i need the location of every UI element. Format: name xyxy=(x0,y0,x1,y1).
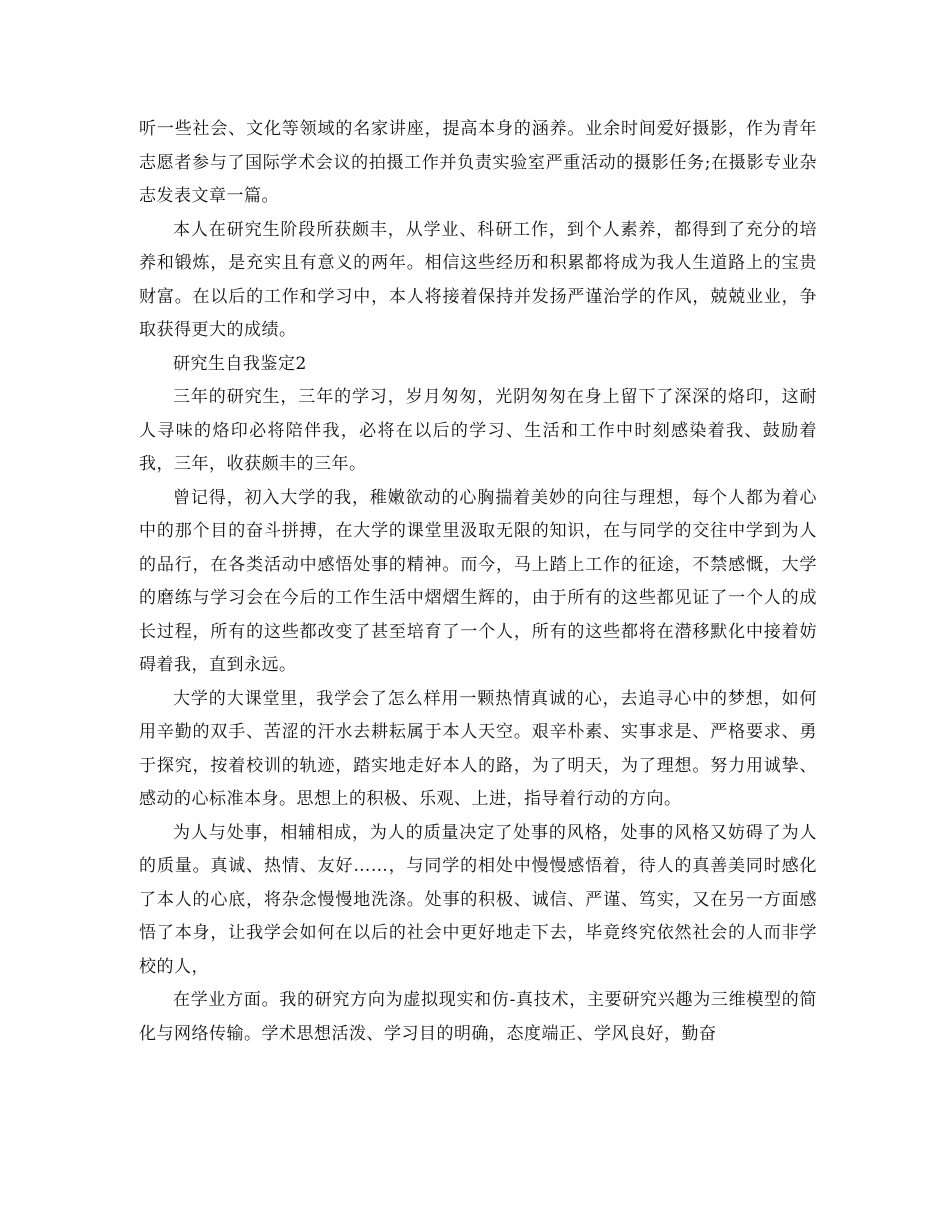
paragraph-academics: 在学业方面。我的研究方向为虚拟现实和仿-真技术，主要研究兴趣为三维模型的简化与网络传输。学术思想活泼、学习目的明确，态度端正、学风良好，勤奋 xyxy=(139,990,817,1044)
document-body xyxy=(139,113,817,1051)
paragraph-continuation: 听一些社会、文化等领域的名家讲座，提高本身的涵养。业余时间爱好摄影，作为青年志愿者参与了国际学术会议的拍摄工作并负责实验室严重活动的摄影任务;在摄影专业杂志发表文章一篇。 xyxy=(139,119,817,206)
paragraph-conduct: 为人与处事，相辅相成，为人的质量决定了处事的风格，处事的风格又妨碍了为人的质量。真诚、热情、友好……，与同学的相处中慢慢感悟着，待人的真善美同时感化了本人的心底，将杂念慢慢地洗涤。处事的积极、诚信、严谨、笃实，又在另一方面感悟了本身，让我学会如何在以后的社会中更好地走下去，毕竟终究依然社会的人而非学校的人， xyxy=(139,822,817,977)
paragraph-classroom: 大学的大课堂里，我学会了怎么样用一颗热情真诚的心，去追寻心中的梦想，如何用辛勤的双手、苦涩的汗水去耕耘属于本人天空。艰辛朴素、实事求是、严格要求、勇于探究，按着校训的轨迹，踏实地走好本人的路，为了明天，为了理想。努力用诚挚、感动的心标准本身。思想上的积极、乐观、上进，指导着行动的方向。 xyxy=(139,688,817,809)
paragraph-three-years: 三年的研究生，三年的学习，岁月匆匆，光阴匆匆在身上留下了深深的烙印，这耐人寻味的烙印必将陪伴我，必将在以后的学习、生活和工作中时刻感染着我、鼓励着我，三年，收获颇丰的三年。 xyxy=(139,387,817,474)
paragraph-research-summary: 本人在研究生阶段所获颇丰，从学业、科研工作，到个人素养，都得到了充分的培养和锻炼，是充实且有意义的两年。相信这些经历和积累都将成为我人生道路上的宝贵财富。在以后的工作和学习中，本人将接着保持并发扬严谨治学的作风，兢兢业业，争取获得更大的成绩。 xyxy=(139,219,817,340)
section-heading: 研究生自我鉴定2 xyxy=(173,353,307,374)
paragraph-memories: 曾记得，初入大学的我，稚嫩欲动的心胸揣着美妙的向往与理想，每个人都为着心中的那个目的奋斗拼搏，在大学的课堂里汲取无限的知识，在与同学的交往中学到为人的品行，在各类活动中感悟处事的精神。而今，马上踏上工作的征途，不禁感慨，大学的磨练与学习会在今后的工作生活中熠熠生辉的，由于所有的这些都见证了一个人的成长过程，所有的这些都改变了甚至培育了一个人，所有的这些都将在潜移默化中接着妨碍着我，直到永远。 xyxy=(139,487,817,675)
